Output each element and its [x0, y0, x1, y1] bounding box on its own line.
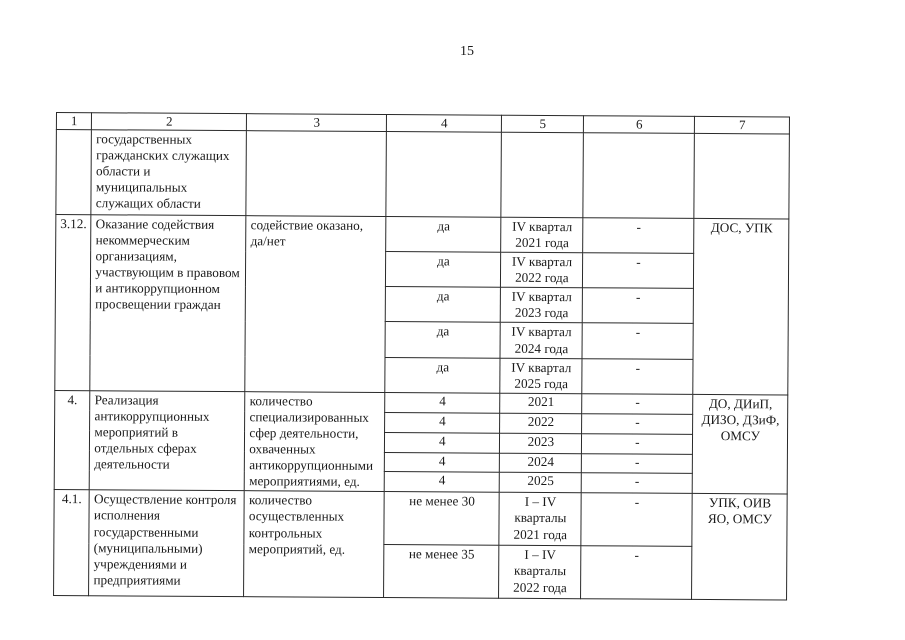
value-cell: не менее 35: [384, 545, 499, 599]
table-row: [55, 390, 788, 414]
measure-name-cell: государственных гражданских служащих области и муниципальных служащих области: [91, 130, 247, 216]
value-cell: да: [386, 216, 501, 252]
period-cell: I – IV кварталы 2021 года: [499, 493, 581, 546]
period-cell: IV квартал 2022 года: [501, 252, 583, 288]
period-cell: IV квартал 2023 года: [501, 287, 583, 323]
measures-table: [53, 112, 790, 601]
value-cell: да: [386, 287, 501, 323]
value-cell: да: [385, 357, 500, 393]
period-cell: IV квартал 2021 года: [501, 217, 583, 253]
table-row: [54, 490, 788, 547]
col6-cell: -: [582, 453, 693, 474]
value-cell: 4: [385, 412, 500, 433]
col6-cell: -: [582, 323, 693, 359]
value-cell: 4: [385, 432, 500, 453]
column-header: 4: [387, 115, 502, 133]
col6-cell: -: [583, 253, 694, 289]
col6-cell: -: [582, 394, 693, 415]
executors-cell: [694, 133, 790, 219]
col6-cell: -: [583, 218, 694, 254]
table-row: [56, 129, 790, 218]
value-cell: да: [385, 322, 500, 358]
value-cell: [386, 131, 502, 217]
row-number-cell: [56, 129, 92, 214]
row-number-cell: 4.: [54, 390, 90, 490]
indicator-cell: количество осуществленных контрольных мероприятий, ед.: [244, 491, 385, 598]
value-cell: 4: [385, 452, 500, 473]
period-cell: IV квартал 2024 года: [500, 323, 582, 359]
value-cell: да: [386, 252, 501, 288]
col6-cell: -: [581, 546, 692, 600]
period-cell: 2021: [500, 393, 582, 413]
column-header: 2: [92, 113, 247, 131]
measure-name-cell: Реализация антикоррупционных мероприятий в отдельных сферах деятельности: [90, 391, 246, 492]
column-header: 5: [502, 115, 584, 132]
row-number-cell: 3.12.: [55, 214, 91, 390]
value-cell: 4: [385, 472, 500, 493]
period-cell: 2023: [500, 433, 582, 453]
measure-name-cell: Оказание содействия некоммерческим организациям, участвующим в правовом и антикоррупционном просвещении граждан: [90, 215, 246, 392]
column-header: 3: [247, 114, 387, 132]
indicator-cell: [246, 131, 387, 217]
page-number: 15: [460, 44, 474, 59]
period-cell: 2025: [500, 473, 582, 493]
col6-cell: -: [582, 433, 693, 454]
executors-cell: ДОС, УПК: [693, 218, 789, 395]
indicator-cell: содействие оказано, да/нет: [245, 216, 386, 393]
table-row: [56, 214, 790, 254]
col6-cell: -: [582, 413, 693, 434]
col6-cell: -: [582, 358, 693, 394]
row-number-cell: 4.1.: [54, 490, 90, 596]
value-cell: 4: [385, 392, 500, 413]
col6-cell: -: [583, 288, 694, 324]
measure-name-cell: Осуществление контроля исполнения государственными (муниципальными) учреждениями и предприятиями: [89, 490, 245, 597]
col6-cell: -: [582, 473, 693, 494]
executors-cell: ДО, ДИиП, ДИЗО, ДЗиФ, ОМСУ: [693, 394, 789, 494]
period-cell: IV квартал 2025 года: [500, 358, 582, 394]
column-header: 7: [695, 116, 790, 133]
period-cell: I – IV кварталы 2022 года: [499, 546, 581, 599]
period-cell: [501, 132, 584, 217]
value-cell: не менее 30: [384, 492, 499, 546]
col6-cell: [583, 133, 695, 219]
column-header: 1: [56, 113, 91, 130]
period-cell: 2022: [500, 413, 582, 433]
indicator-cell: количество специализированных сфер деятельности, охваченных антикоррупционными мероприятиями, ед.: [245, 391, 386, 491]
column-header: 6: [584, 116, 695, 134]
col6-cell: -: [581, 493, 692, 547]
period-cell: 2024: [500, 453, 582, 473]
executors-cell: УПК, ОИВ ЯО, ОМСУ: [692, 494, 788, 601]
